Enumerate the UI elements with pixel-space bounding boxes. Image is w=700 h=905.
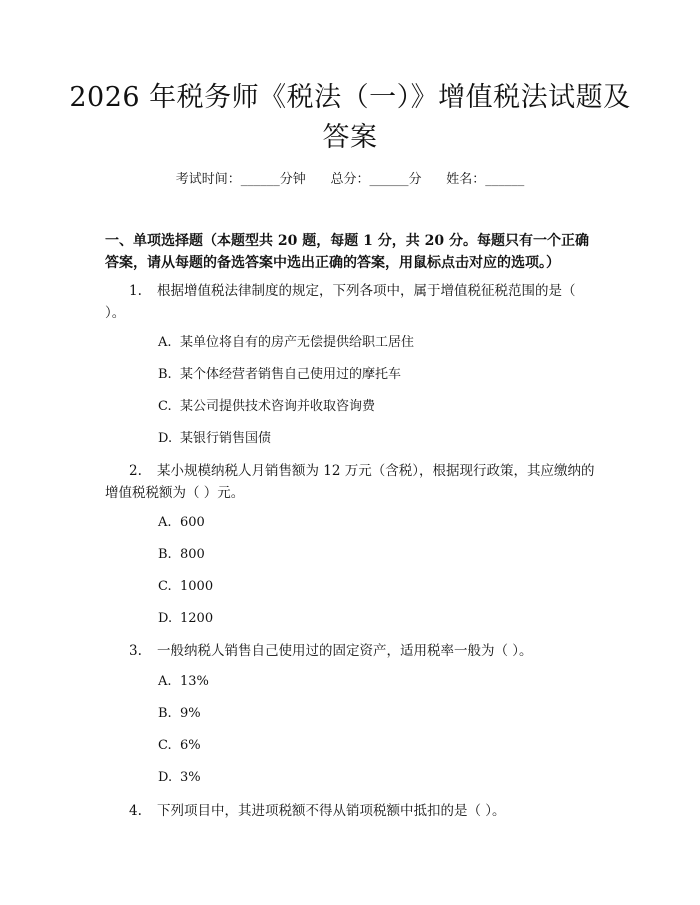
option-text: 某公司提供技术咨询并收取咨询费 <box>180 399 376 414</box>
option-3d[interactable] <box>158 769 201 787</box>
option-letter: B. <box>158 706 172 721</box>
question-number: 1. <box>129 283 142 299</box>
option-1d[interactable] <box>158 430 271 448</box>
option-letter: D. <box>158 770 173 785</box>
question-2 <box>105 460 600 504</box>
question-text: 一般纳税人销售自己使用过的固定资产，适用税率一般为（ ）。 <box>157 643 533 659</box>
option-3b[interactable] <box>158 705 201 723</box>
option-1a[interactable] <box>158 334 414 352</box>
option-letter: B. <box>158 367 172 382</box>
question-text: 下列项目中，其进项税额不得从销项税额中抵扣的是（ ）。 <box>157 803 506 819</box>
option-text: 1000 <box>180 579 214 594</box>
option-text: 9% <box>180 706 201 721</box>
option-text: 13% <box>180 674 209 689</box>
document-title: 2026 年税务师《税法（一）》增值税法试题及答案 <box>69 82 631 153</box>
option-2d[interactable] <box>158 610 213 628</box>
section-heading: 一、单项选择题（本题型共 20 题，每题 1 分，共 20 分。每题只有一个正确答案，请从每题的备选答案中选出正确的答案，用鼠标点击对应的选项。） <box>105 233 589 271</box>
option-letter: D. <box>158 611 173 626</box>
option-letter: A. <box>158 674 172 689</box>
option-text: 800 <box>180 547 205 562</box>
question-text: 根据增值税法律制度的规定，下列各项中，属于增值税征税范围的是（ ）。 <box>105 283 576 321</box>
option-3a[interactable] <box>158 673 209 691</box>
option-text: 某单位将自有的房产无偿提供给职工居住 <box>180 335 415 350</box>
question-number: 4. <box>129 803 142 819</box>
option-letter: B. <box>158 547 172 562</box>
option-text: 某个体经营者销售自己使用过的摩托车 <box>180 367 402 382</box>
option-text: 6% <box>180 738 201 753</box>
option-text: 1200 <box>180 611 214 626</box>
option-text: 3% <box>180 770 201 785</box>
option-letter: C. <box>158 738 172 753</box>
option-letter: A. <box>158 515 172 530</box>
question-number: 3. <box>129 643 142 659</box>
question-4 <box>105 800 600 822</box>
question-text: 某小规模纳税人月销售额为 12 万元（含税），根据现行政策，其应缴纳的增值税税额为（ ）元。 <box>105 463 595 501</box>
option-text: 600 <box>180 515 205 530</box>
option-letter: C. <box>158 579 172 594</box>
option-letter: D. <box>158 431 173 446</box>
option-letter: C. <box>158 399 172 414</box>
question-number: 2. <box>129 463 142 479</box>
option-1c[interactable] <box>158 398 375 416</box>
option-text: 某银行销售国债 <box>180 431 272 446</box>
option-1b[interactable] <box>158 366 401 384</box>
option-3c[interactable] <box>158 737 201 755</box>
option-letter: A. <box>158 335 172 350</box>
option-2b[interactable] <box>158 546 205 564</box>
question-3 <box>105 640 600 662</box>
option-2c[interactable] <box>158 578 213 596</box>
exam-info: 考试时间：______分钟 总分：______分 姓名：______ <box>175 172 525 187</box>
option-2a[interactable] <box>158 514 205 532</box>
question-1 <box>105 280 600 324</box>
